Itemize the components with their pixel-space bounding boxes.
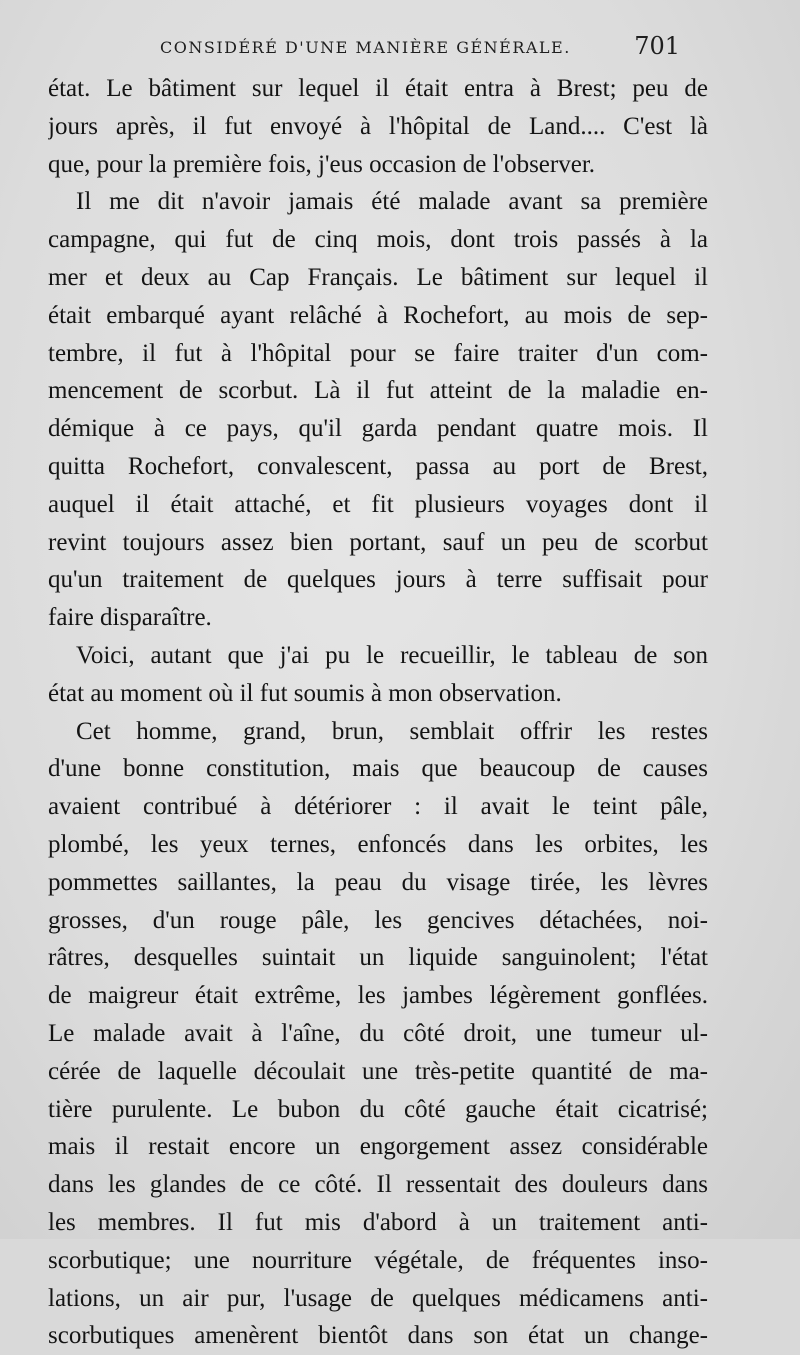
page-header bbox=[160, 34, 720, 64]
text-line: état. Le bâtiment sur lequel il était entra à Brest; peu de bbox=[48, 75, 708, 102]
text-line: démique à ce pays, qu'il garda pendant quatre mois. Il bbox=[48, 415, 708, 443]
text-line: lations, un air pur, l'usage de quelques médicamens anti- bbox=[48, 1284, 708, 1312]
text-line: scorbutiques amenèrent bientôt dans son état un change- bbox=[48, 1322, 708, 1350]
text-line: râtres, desquelles suintait un liquide sanguinolent; l'état bbox=[48, 944, 708, 972]
text-line: avaient contribué à détériorer : il avait le teint pâle, bbox=[48, 793, 708, 821]
text-line: mais il restait encore un engorgement assez considérable bbox=[48, 1133, 708, 1161]
text-line: campagne, qui fut de cinq mois, dont trois passés à la bbox=[48, 226, 708, 254]
text-line: quitta Rochefort, convalescent, passa au port de Brest, bbox=[48, 452, 708, 480]
text-line: qu'un traitement de quelques jours à terre suffisait pour bbox=[48, 566, 708, 594]
text-line: dans les glandes de ce côté. Il ressentait des douleurs dans bbox=[48, 1171, 708, 1199]
text-line: grosses, d'un rouge pâle, les gencives détachées, noi- bbox=[48, 906, 708, 934]
text-line: jours après, il fut envoyé à l'hôpital de Land.... C'est là bbox=[48, 112, 708, 140]
text-line: scorbutique; une nourriture végétale, de fréquentes inso- bbox=[48, 1246, 708, 1274]
text-line: Voici, autant que j'ai pu le recueillir, le tableau de son bbox=[76, 641, 708, 669]
text-line: les membres. Il fut mis d'abord à un traitement anti- bbox=[48, 1208, 708, 1236]
text-line: Cet homme, grand, brun, semblait offrir les restes bbox=[76, 717, 708, 745]
text-line: de maigreur était extrême, les jambes légèrement gonflées. bbox=[48, 982, 708, 1010]
text-line: faire disparaître. bbox=[48, 604, 212, 632]
text-line: état au moment où il fut soumis à mon observation. bbox=[48, 679, 562, 707]
running-title: CONSIDÉRÉ D'UNE MANIÈRE GÉNÉRALE. bbox=[160, 38, 571, 57]
text-line: tembre, il fut à l'hôpital pour se faire traiter d'un com- bbox=[48, 339, 708, 367]
text-line: Il me dit n'avoir jamais été malade avant sa première bbox=[76, 188, 708, 216]
text-line: auquel il était attaché, et fit plusieurs voyages dont il bbox=[48, 490, 708, 518]
text-line: était embarqué ayant relâché à Rochefort, au mois de sep- bbox=[48, 301, 708, 329]
text-line: Le malade avait à l'aîne, du côté droit, une tumeur ul- bbox=[48, 1019, 708, 1047]
text-line: d'une bonne constitution, mais que beaucoup de causes bbox=[48, 755, 708, 783]
text-line: tière purulente. Le bubon du côté gauche était cicatrisé; bbox=[48, 1095, 708, 1123]
text-line: cérée de laquelle découlait une très-petite quantité de ma- bbox=[48, 1057, 708, 1085]
text-line: mencement de scorbut. Là il fut atteint de la maladie en- bbox=[48, 377, 708, 405]
text-line: que, pour la première fois, j'eus occasion de l'observer. bbox=[48, 150, 596, 178]
page-number: 701 bbox=[634, 32, 680, 60]
body-text bbox=[48, 70, 708, 1355]
text-line: mer et deux au Cap Français. Le bâtiment sur lequel il bbox=[48, 263, 708, 291]
text-line: plombé, les yeux ternes, enfoncés dans les orbites, les bbox=[48, 830, 708, 858]
text-line: revint toujours assez bien portant, sauf un peu de scorbut bbox=[48, 528, 708, 556]
text-line: pommettes saillantes, la peau du visage tirée, les lèvres bbox=[48, 868, 708, 896]
